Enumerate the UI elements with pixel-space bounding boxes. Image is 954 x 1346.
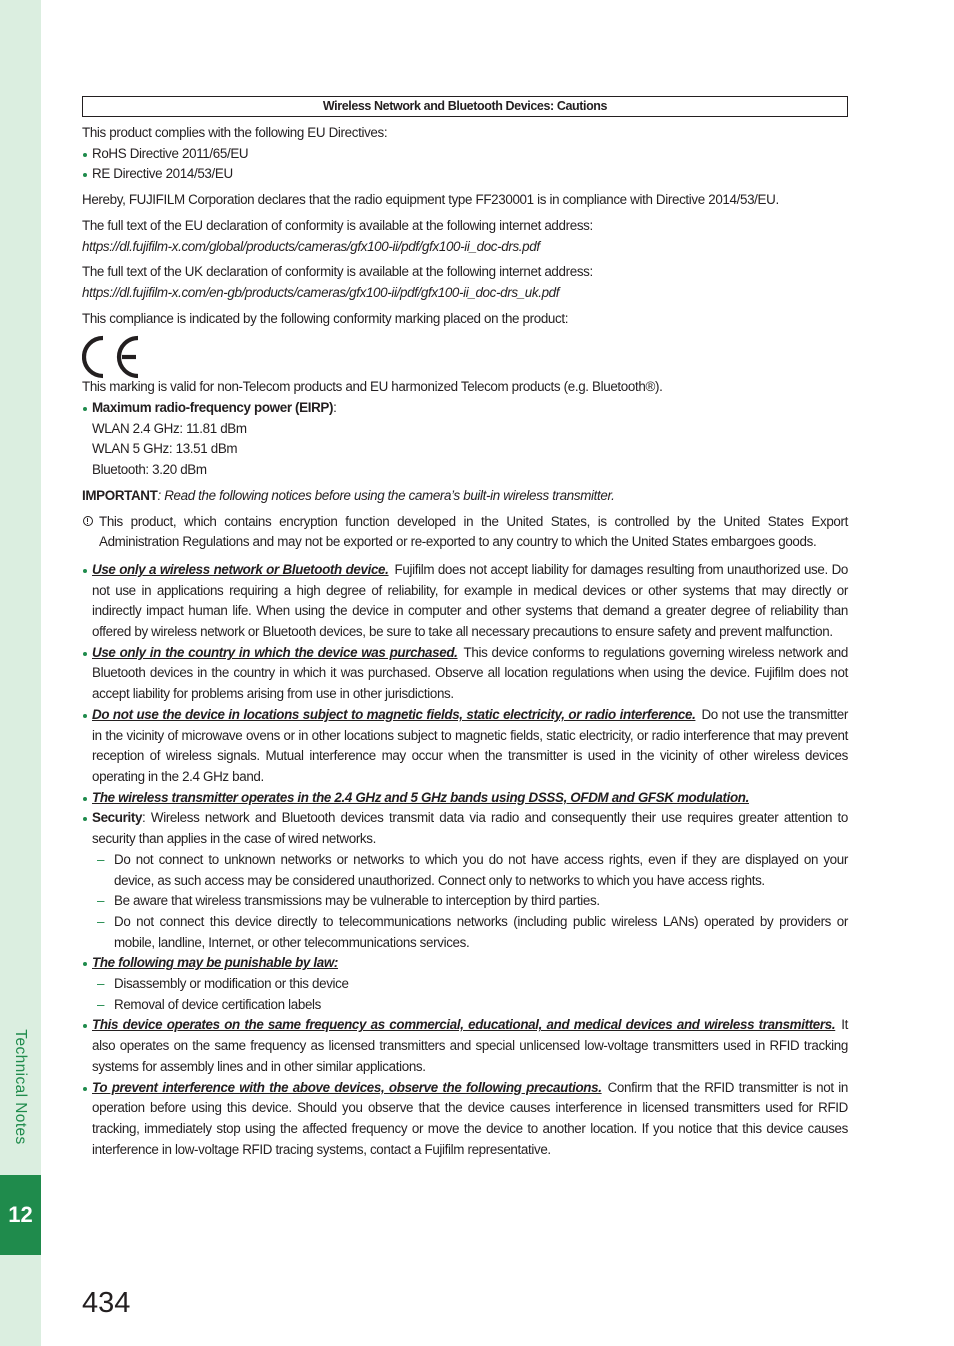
caution-lead: Use only in the country in which the device was purchased. [92,644,458,660]
caution-item [82,705,848,788]
caution-text: Do not use the transmitter in the vicinity of microwave ovens or in other locations subject to magnetic fields, static electricity, or radio interference that may prevent reception of wireless signals. Mutual interference may occur when the transmitter is used in the vicinity of other wireless devices operating in the 2.4 GHz band. [92,706,848,784]
law-subitem: – Disassembly or modification or this device [92,974,848,995]
cautions-list [82,560,848,1160]
important-notice [82,486,848,507]
caution-lead: The following may be punishable by law: [92,955,339,971]
security-subitem: – Do not connect this device directly to telecommunications networks (including public wireless LANs) operated by providers or mobile, landline, Internet, or other telecommunications services. [92,912,848,953]
caution-lead: Security [92,810,143,826]
rf-power-line: Bluetooth: 3.20 dBm [92,462,207,478]
caution-lead: This device operates on the same frequency as commercial, educational, and medical devices and wireless transmitters. [92,1017,836,1033]
important-label: IMPORTANT [82,487,158,503]
eu-declaration-text: The full text of the EU declaration of conformity is available at the following internet address: [82,217,593,233]
caution-text: It also operates on the same frequency as licensed transmitters and special unlicensed low-voltage transmitters used in RFID tracking systems for assembly lines and in other similar applications. [92,1017,848,1074]
section-title: Wireless Network and Bluetooth Devices: Cautions [82,96,848,117]
caution-item-law [82,953,848,1015]
section-label: Technical Notes [12,1029,29,1145]
caution-lead: To prevent interference with the above devices, observe the following precautions. [92,1079,602,1095]
marking-intro: This compliance is indicated by the following conformity marking placed on the product: [82,310,569,326]
chapter-number: 12 [0,1175,41,1255]
export-notice-text: This product, which contains encryption function developed in the United States, is controlled by the United States Export Administration Regulations and may not be exported or re-exported to any country to which the United States embargoes goods. [99,513,848,550]
caution-item [82,788,848,809]
caution-lead: Use only a wireless network or Bluetooth device. [92,561,389,577]
important-text: : Read the following notices before using the camera’s built-in wireless transmitter. [157,487,615,503]
law-sublist [92,974,848,1015]
caution-text: This device conforms to regulations governing wireless network and Bluetooth devices in the country in which it was purchased. Observe all location regulations when using the device. Fujifilm does not accept liability for problems arising from use in other jurisdictions. [92,644,848,702]
uk-declaration-url[interactable]: https://dl.fujifilm-x.com/en-gb/products/cameras/gfx100-ii/pdf/gfx100-ii_doc-drs_uk.pdf [82,284,560,300]
rf-power-line: WLAN 2.4 GHz: 11.81 dBm [92,420,247,436]
eu-declaration-url[interactable]: https://dl.fujifilm-x.com/global/products/cameras/gfx100-ii/pdf/gfx100-ii_doc-drs.pdf [82,238,540,254]
caution-text: Fujifilm does not accept liability for damages resulting from unauthorized use. Do not use in applications requiring a high degree of reliability, for example in medical devices or other systems that may directly or indirectly impact human life. When using the device in computer and other systems that demand a greater degree of reliability than offered by wireless network or Bluetooth devices, be sure to take all necessary precautions to ensure safety and prevent malfunction. [92,561,848,640]
page-number: 434 [82,1287,131,1319]
directive-item: RoHS Directive 2011/65/EU [82,144,848,165]
rf-power-label: Maximum radio-frequency power (EIRP) [92,400,334,416]
page-content [82,96,848,1160]
rf-power-suffix: : [333,400,337,416]
caution-item [82,643,848,705]
directive-item: RE Directive 2014/53/EU [82,164,848,185]
chapter-side-tab [0,0,41,1346]
caution-text: Confirm that the RFID transmitter is not in operation before using this device. Should you observe that the device causes interference in licensed transmitters used for RFID tracking, immediately stop using the affected frequency or move the device to another location. If you notice that this device causes interference in low-voltage RFID tracing systems, contact a Fujifilm representative. [92,1079,848,1157]
caution-item [82,1078,848,1161]
rf-power-line: WLAN 5 GHz: 13.51 dBm [92,441,238,457]
security-subitem: – Be aware that wireless transmissions may be vulnerable to interception by third parties. [92,891,848,912]
security-sublist [92,850,848,954]
declaration-text: Hereby, FUJIFILM Corporation declares that the radio equipment type FF230001 is in compliance with Directive 2014/53/EU. [82,192,779,208]
rf-power-values [82,419,848,481]
marking-valid-text: This marking is valid for non-Telecom products and EU harmonized Telecom products (e.g. Bluetooth®). [82,379,663,395]
caution-lead: Do not use the device in locations subject to magnetic fields, static electricity, or radio interference. [92,706,696,722]
rf-power-list [82,398,848,419]
ce-mark-icon [82,335,146,379]
export-notice [82,512,848,553]
caution-item [82,560,848,643]
caution-item [82,1015,848,1077]
caution-icon [83,516,93,526]
directives-list [82,144,848,185]
caution-text: : Wireless network and Bluetooth devices transmit data via radio and consequently their use requires greater attention to security than applies in the case of wired networks. [92,810,848,847]
directives-intro: This product complies with the following EU Directives: [82,125,388,140]
caution-item-security [82,808,848,953]
security-subitem: – Do not connect to unknown networks or networks to which you do not have access rights, even if they are displayed on your device, as such access may be considered unauthorized. Connect only to networks to which you have access rights. [92,850,848,891]
caution-lead: The wireless transmitter operates in the 2.4 GHz and 5 GHz bands using DSSS, OFDM and GFSK modulation. [92,789,750,805]
law-subitem: – Removal of device certification labels [92,995,848,1016]
uk-declaration-text: The full text of the UK declaration of conformity is available at the following internet address: [82,264,593,280]
rf-power-item [82,398,848,419]
